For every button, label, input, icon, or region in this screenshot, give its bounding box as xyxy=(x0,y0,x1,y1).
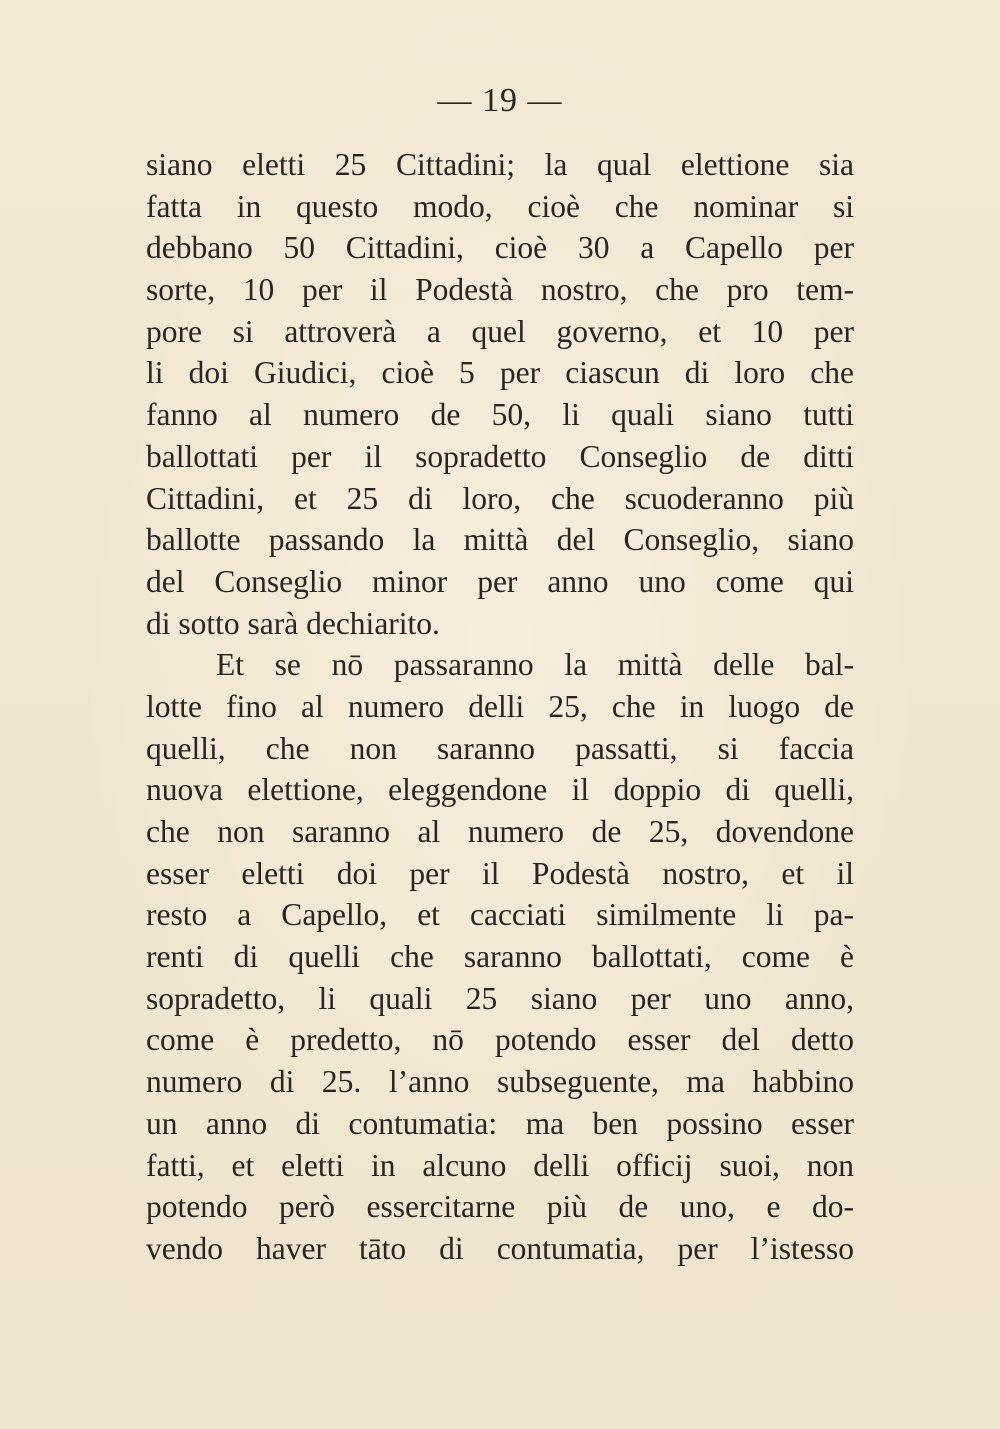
text-line: fatta in questo modo, cioè che nominar si xyxy=(146,188,854,224)
text-line: renti di quelli che saranno ballottati, come è xyxy=(146,939,854,975)
text-line: numero di 25. l’anno subseguente, ma habbino xyxy=(146,1064,854,1100)
text-line: potendo però essercitarne più de uno, e do- xyxy=(146,1189,854,1225)
text-line: fanno al numero de 50, li quali siano tutti xyxy=(146,397,854,433)
body-text xyxy=(146,144,854,1270)
text-line: vendo haver tāto di contumatia, per l’istesso xyxy=(146,1230,854,1266)
text-line: esser eletti doi per il Podestà nostro, et il xyxy=(146,855,854,891)
text-line: quelli, che non saranno passatti, si faccia xyxy=(146,730,854,766)
text-line: che non saranno al numero de 25, dovendone xyxy=(146,814,854,849)
text-line: lotte fino al numero delli 25, che in luogo de xyxy=(146,688,854,724)
text-line: sopradetto, li quali 25 siano per uno anno, xyxy=(146,980,854,1016)
text-line: come è predetto, nō potendo esser del detto xyxy=(146,1022,854,1058)
text-line: siano eletti 25 Cittadini; la qual elettione sia xyxy=(146,147,854,182)
text-line: del Conseglio minor per anno uno come qui xyxy=(146,563,854,599)
page-number: — 19 — xyxy=(437,82,563,119)
text-line: resto a Capello, et cacciati similmente li pa- xyxy=(146,897,854,933)
text-line: un anno di contumatia: ma ben possino esser xyxy=(146,1105,854,1141)
text-line: Cittadini, et 25 di loro, che scuoderanno più xyxy=(146,480,854,516)
text-line: sorte, 10 per il Podestà nostro, che pro tem- xyxy=(146,272,854,308)
text-line: debbano 50 Cittadini, cioè 30 a Capello per xyxy=(146,230,854,266)
text-line: fatti, et eletti in alcuno delli officij suoi, non xyxy=(146,1147,854,1183)
text-line: nuova elettione, eleggendone il doppio di quelli, xyxy=(146,772,854,808)
text-line: ballotte passando la mittà del Conseglio, siano xyxy=(146,522,854,558)
paragraph-end-line: di sotto sarà dechiarito. xyxy=(146,605,440,641)
paragraph-start-line: Et se nō passaranno la mittà delle bal- xyxy=(216,647,854,683)
text-line: ballottati per il sopradetto Conseglio de ditti xyxy=(146,438,854,474)
text-line: li doi Giudici, cioè 5 per ciascun di loro che xyxy=(146,355,854,391)
text-line: pore si attroverà a quel governo, et 10 per xyxy=(146,313,854,349)
